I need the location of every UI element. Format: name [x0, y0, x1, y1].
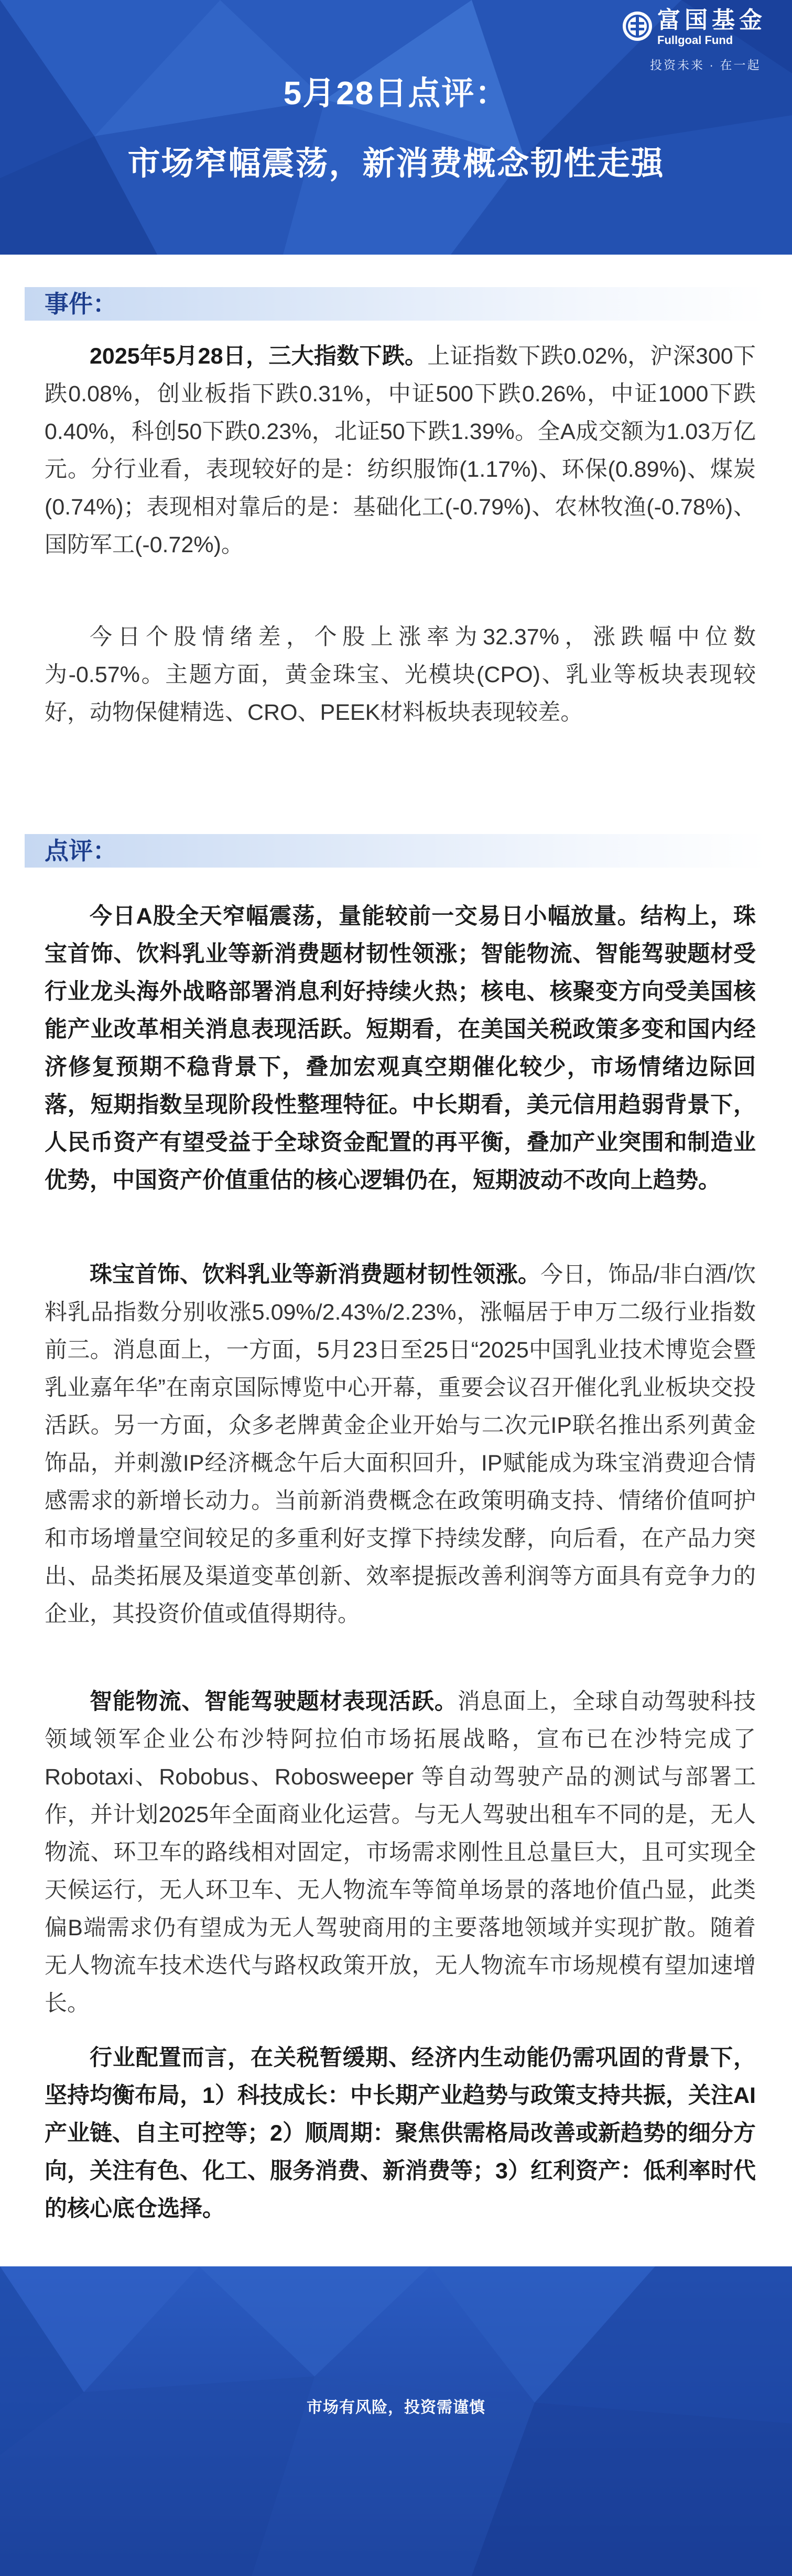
- footer-background-pattern: [0, 2266, 792, 2576]
- comment-paragraph-1: [45, 897, 756, 1199]
- section-label-comment: [25, 834, 767, 868]
- paragraph-lead: 珠宝首饰、饮料乳业等新消费题材韧性领涨。: [90, 1262, 541, 1287]
- section-label-event: [25, 287, 767, 321]
- logo-bar: [636, 17, 639, 36]
- comment-paragraph-4: [45, 2039, 756, 2228]
- section-label-text: 点评：: [45, 837, 117, 864]
- header-banner: [0, 0, 792, 255]
- paragraph-lead: 智能物流、智能驾驶题材表现活跃。: [90, 1689, 458, 1714]
- paragraph-lead: 行业配置而言，在关税暂缓期、经济内生动能仍需巩固的背景下，坚持均衡布局，1）科技成长：中长期产业趋势与政策支持共振，关注AI产业链、自主可控等；2）顺周期：聚焦供需格局改善或新趋势的细分方向，关注有色、化工、服务消费、新消费等；3）红利资产：低利率时代的核心底仓选择。: [45, 2045, 756, 2221]
- brand-name-cn: 富国基金: [657, 7, 766, 33]
- brand-tagline: 投资未来 · 在一起: [650, 58, 761, 72]
- logo-bar: [631, 28, 644, 30]
- comment-paragraph-3: [45, 1683, 756, 2022]
- comment-paragraph-2: [45, 1256, 756, 1633]
- fullgoal-logo-icon: [622, 10, 653, 42]
- footer-banner: [0, 2266, 792, 2576]
- brand-name-en: Fullgoal Fund: [657, 34, 733, 47]
- section-label-text: 事件：: [45, 290, 117, 317]
- paragraph-lead: 2025年5月28日，三大指数下跌。: [90, 344, 428, 369]
- page-title-line-1: 5月28日点评：: [283, 75, 509, 112]
- risk-disclaimer: 市场有风险，投资需谨慎: [307, 2399, 485, 2416]
- page-title-line-2: 市场窄幅震荡，新消费概念韧性走强: [127, 146, 665, 182]
- paragraph-text: 今日，饰品/非白酒/饮料乳品指数分别收涨5.09%/2.43%/2.23%，涨幅居于申万二级行业指数前三。消息面上，一方面，5月23日至25日“2025中国乳业技术博览会暨乳业嘉年华”在南京国际博览中心开幕，重要会议召开催化乳业板块交投活跃。另一方面，众多老牌黄金企业开始与二次元IP联名推出系列黄金饰品，并刺激IP经济概念午后大面积回升，IP赋能成为珠宝消费迎合情感需求的新增长动力。当前新消费概念在政策明确支持、情绪价值呵护和市场增量空间较足的多重利好支撑下持续发酵，向后看，在产品力突出、品类拓展及渠道变革创新、效率提振改善利润等方面具有竞争力的企业，其投资价值或值得期待。: [45, 1262, 756, 1627]
- logo-bar: [631, 22, 644, 25]
- event-paragraph-2: [45, 618, 756, 731]
- paragraph-lead: 今日A股全天窄幅震荡，量能较前一交易日小幅放量。结构上，珠宝首饰、饮料乳业等新消费题材韧性领涨；智能物流、智能驾驶题材受行业龙头海外战略部署消息利好持续火热；核电、核聚变方向受美国核能产业改革相关消息表现活跃。短期看，在美国关税政策多变和国内经济修复预期不稳背景下，叠加宏观真空期催化较少，市场情绪边际回落，短期指数呈现阶段性整理特征。中长期看，美元信用趋弱背景下，人民币资产有望受益于全球资金配置的再平衡，叠加产业突围和制造业优势，中国资产价值重估的核心逻辑仍在，短期波动不改向上趋势。: [45, 904, 756, 1193]
- event-paragraph-1: [45, 337, 756, 564]
- paragraph-text: 上证指数下跌0.02%，沪深300下跌0.08%，创业板指下跌0.31%，中证500下跌0.26%，中证1000下跌0.40%，科创50下跌0.23%，北证50下跌1.39%。全A成交额为1.03万亿元。分行业看，表现较好的是：纺织服饰(1.17%)、环保(0.89%)、煤炭(0.74%)；表现相对靠后的是：基础化工(-0.79%)、农林牧渔(-0.78%)、国防军工(-0.72%)。: [45, 344, 756, 557]
- paragraph-text: 今日个股情绪差，个股上涨率为32.37%，涨跌幅中位数为-0.57%。主题方面，黄金珠宝、光模块(CPO)、乳业等板块表现较好，动物保健精选、CRO、PEEK材料板块表现较差。: [45, 624, 756, 725]
- paragraph-text: 消息面上，全球自动驾驶科技领域领军企业公布沙特阿拉伯市场拓展战略，宣布已在沙特完成了Robotaxi、Robobus、Robosweeper 等自动驾驶产品的测试与部署工作，并计划2025年全面商业化运营。与无人驾驶出租车不同的是，无人物流、环卫车的路线相对固定，市场需求刚性且总量巨大，且可实现全天候运行，无人环卫车、无人物流车等简单场景的落地价值凸显，此类偏B端需求仍有望成为无人驾驶商用的主要落地领域并实现扩散。随着无人物流车技术迭代与路权政策开放，无人物流车市场规模有望加速增长。: [45, 1689, 756, 2016]
